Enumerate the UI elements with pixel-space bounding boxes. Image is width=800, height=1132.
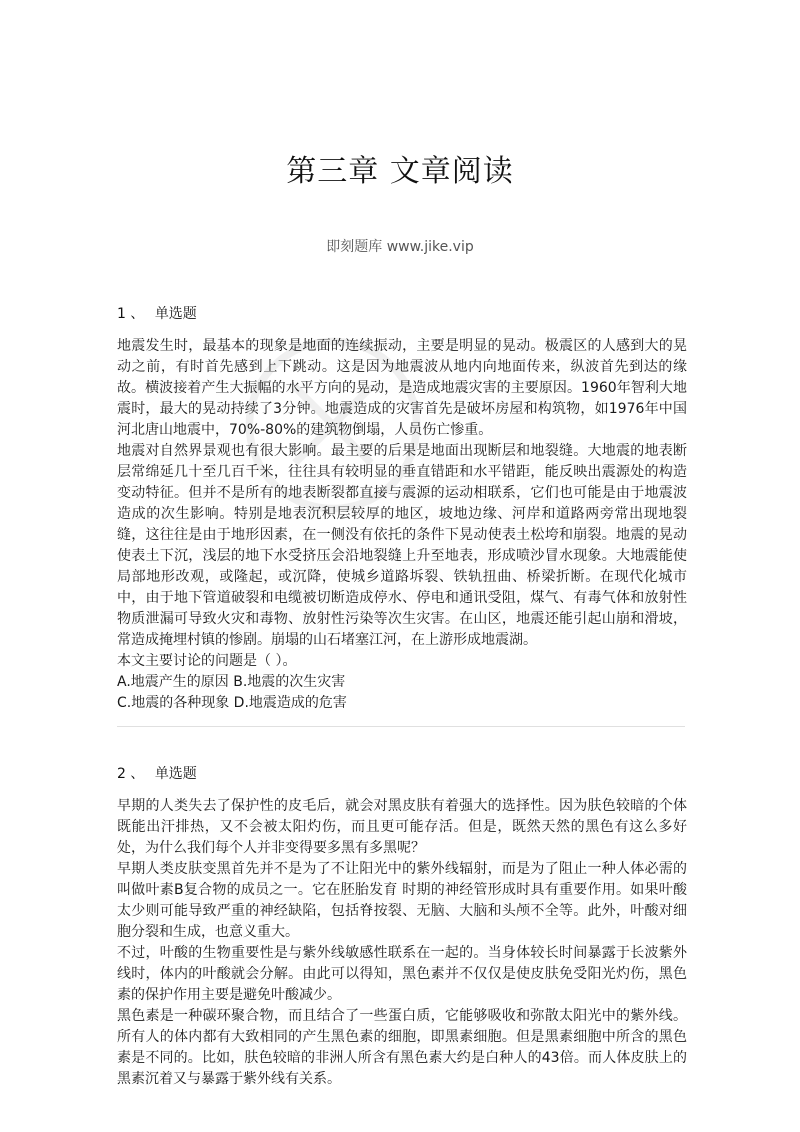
question-paragraph: 地震对自然界景观也有很大影响。最主要的后果是地面出现断层和地裂缝。大地震的地表断层常绵延几十至几百千米，往往具有较明显的垂直错距和水平错距，能反映出震源处的构造变动特征。但并不是所有的地表断裂都直接与震源的运动相联系，它们也可能是由于地震波造成的次生影响。特别是地表沉积层较厚的地区，坡地边缘、河岸和道路两旁常出现地裂缝，这往往是由于地形因素，在一侧没有依托的条件下晃动使表土松垮和崩裂。地震的晃动使表土下沉，浅层的地下水受挤压会沿地裂缝上升至地表，形成喷沙冒水现象。大地震能使局部地形改观，或隆起，或沉降，使城乡道路坼裂、铁轨扭曲、桥梁折断。在现代化城市中，由于地下管道破裂和电缆被切断造成停水、停电和通讯受阻，煤气、有毒气体和放射性物质泄漏可导致火灾和毒物、放射性污染等次生灾害。在山区，地震还能引起山崩和滑坡，常造成掩埋村镇的惨剧。崩塌的山石堵塞江河，在上游形成地震湖。 xyxy=(117,443,687,648)
question-number: 2 、 xyxy=(117,766,145,782)
question-2 xyxy=(117,764,687,1090)
answer-options: A.地震产生的原因 B.地震的次生灾害 xyxy=(117,674,346,690)
section-divider xyxy=(117,726,685,727)
question-paragraph: 早期的人类失去了保护性的皮毛后，就会对黑皮肤有着强大的选择性。因为肤色较暗的个体既能出汗排热，又不会被太阳灼伤，而且更可能存活。但是，既然天然的黑色有这么多好处，为什么我们每个人并非变得要多黑有多黑呢？ xyxy=(117,798,687,856)
question-prompt: 本文主要讨论的问题是（ ）。 xyxy=(117,653,297,669)
question-1 xyxy=(117,304,687,714)
page-title: 第三章 文章阅读 xyxy=(286,154,514,189)
question-paragraph: 黑色素是一种碳环聚合物，而且结合了一些蛋白质，它能够吸收和弥散太阳光中的紫外线。所有人的体内都有大致相同的产生黑色素的细胞，即黑素细胞。但是黑素细胞中所含的黑色素是不同的。比如，肤色较暗的非洲人所含有黑色素大约是白种人的43倍。而人体皮肤上的黑素沉着又与暴露于紫外线有关系。 xyxy=(117,1008,687,1087)
question-paragraph: 不过，叶酸的生物重要性是与紫外线敏感性联系在一起的。当身体较长时间暴露于长波紫外线时，体内的叶酸就会分解。由此可以得知，黑色素并不仅仅是使皮肤免受阳光灼伤，黑色素的保护作用主要是避免叶酸减少。 xyxy=(117,945,687,1003)
question-paragraph: 早期人类皮肤变黑首先并不是为了不让阳光中的紫外线辐射，而是为了阻止一种人体必需的叫做叶素B复合物的成员之一。它在胚胎发育 时期的神经管形成时具有重要作用。如果叶酸太少则可能导致严重的神经缺陷，包括脊按裂、无脑、大脑和头颅不全等。此外，叶酸对细胞分裂和生成，也意义重大。 xyxy=(117,861,687,940)
question-header xyxy=(117,304,687,324)
page-subtitle: 即刻题库 www.jike.vip xyxy=(326,239,474,255)
question-header xyxy=(117,764,687,784)
question-body xyxy=(117,796,687,1090)
question-body xyxy=(117,336,687,714)
question-type: 单选题 xyxy=(154,306,197,322)
question-paragraph: 地震发生时，最基本的现象是地面的连续振动，主要是明显的晃动。极震区的人感到大的晃动之前，有时首先感到上下跳动。这是因为地震波从地内向地面传来，纵波首先到达的缘故。横波接着产生大振幅的水平方向的晃动，是造成地震灾害的主要原因。1960年智利大地震时，最大的晃动持续了3分钟。地震造成的灾害首先是破坏房屋和构筑物，如1976年中国河北唐山地震中，70%-80%的建筑物倒塌，人员伤亡惨重。 xyxy=(117,338,687,438)
question-number: 1 、 xyxy=(117,306,145,322)
question-type: 单选题 xyxy=(154,766,197,782)
answer-options: C.地震的各种现象 D.地震造成的危害 xyxy=(117,695,347,711)
